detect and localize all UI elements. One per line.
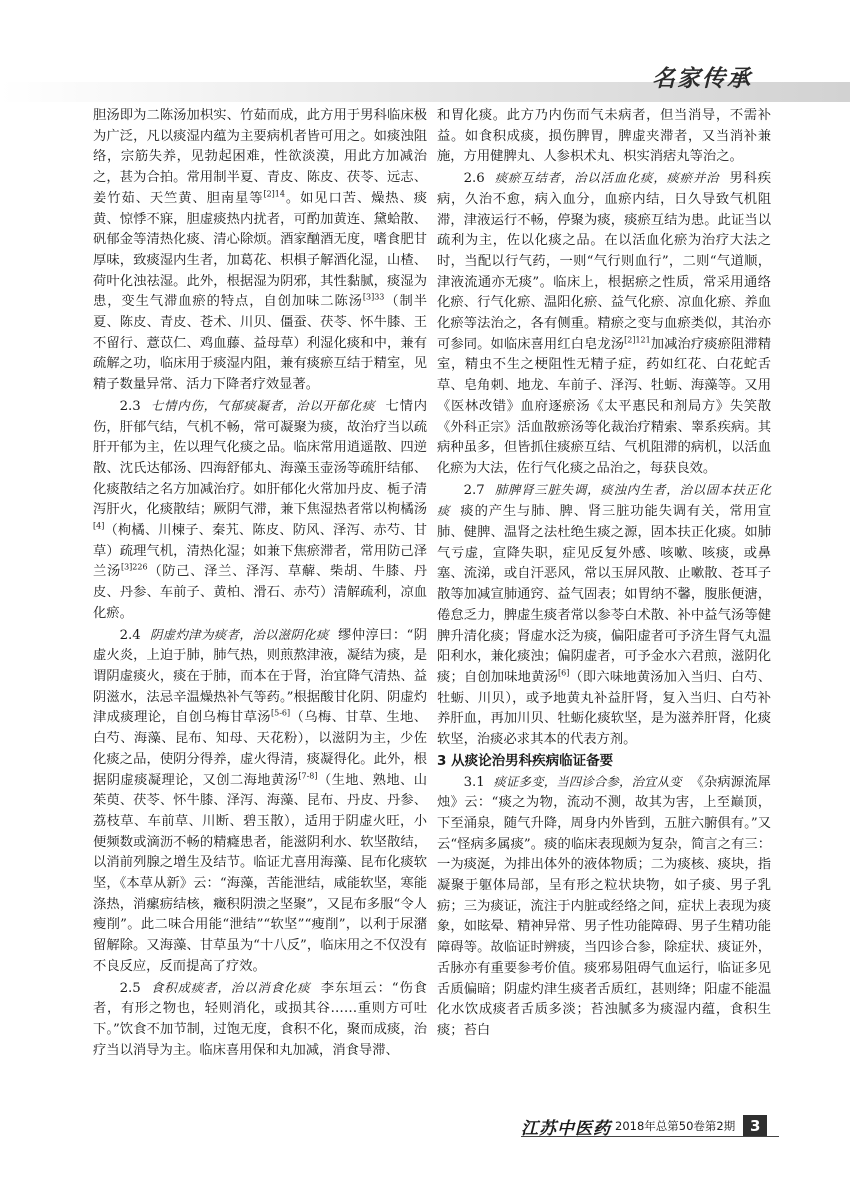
section-number: 2.7 (463, 482, 485, 498)
section-2-4: 2.4 阴虚灼津为痰者，治以滋阴化痰 缪仲淳曰：“阴虚火炎，上迫于肺，肺气热，则煎熬津液，凝结为痰，是谓阴虚痰火，痰在于肺，而本在于肾，治宜降气清热、益阴滋水，法忌辛温燥热补气等药。”根据酸甘化阴、阴虚灼津成痰理论，自创乌梅甘草汤[5-6]（乌梅、甘草、生地、白芍、海藻、昆布、知母、天花粉），以滋阴为主，少佐化痰之品，使阴分得养，虚火得清，痰凝得化。此外，根据阴虚痰凝理论，又创二海地黄汤[7-8]（生地、熟地、山茱萸、茯苓、怀牛膝、泽泻、海藻、昆布、丹皮、丹参、荔枝草、车前草、川断、碧玉散），适用于阴虚火旺，小便频数或滴沥不畅的精癃患者，能滋阴利水、软坚散结，以消前列腺之增生及结节。临证尤喜用海藻、昆布化痰软坚，《本草从新》云：“海藻，苦能泄结，咸能软坚，寒能涤热，消瘰疬结核，癥积阴溃之坚聚”，又昆布多服“令人瘦削”。此二味合用能“泄结”“软坚”“瘦削”，以利于尿潴留解除。又海藻、甘草虽为“十八反”，临床用之不仅没有不良反应，反而提高了疗效。 (93, 626, 428, 974)
section-heading: 痰瘀互结者，治以活血化痰，痰瘀并治 (494, 170, 720, 186)
section-2-5: 2.5 食积成痰者，治以消食化痰 李东垣云：“伤食者，有形之物也，轻则消化，或损其谷……重则方可吐下。”饮食不加节制，过饱无度，食积不化，聚而成痰，治疗当以消导为主。临床喜用保和丸加减，消食导滞、 (93, 979, 427, 1058)
chapter-heading: 3 从痰论治男科疾病临证备要 (437, 752, 614, 769)
section-heading: 阴虚灼津为痰者，治以滋阴化痰 (149, 626, 329, 642)
section-heading: 食积成痰者，治以消食化痰 (151, 979, 311, 995)
citation: [6] (558, 668, 570, 678)
citation: [3]33 (362, 292, 385, 302)
section-2-6: 2.6 痰瘀互结者，治以活血化痰，痰瘀并治 男科疾病，久治不愈，病入血分，血瘀内结，日久导致气机阻滞，津液运行不畅，停聚为痰，痰瘀互结为患。此证当以疏利为主，佐以化痰之品。在以活血化瘀为治疗大法之时，当配以行气药，一则“气行则血行”，二则“气道顺，津液流通亦无痰”。临床上，根据瘀之性质，常采用通络化瘀、行气化瘀、温阳化瘀、益气化瘀、凉血化瘀、养血化瘀等法治之，各有侧重。精瘀之变与血瘀类似，其治亦可参同。如临床喜用红白皂龙汤$^{[2]121}$加减治疗痰瘀阻滞精室，精虫不生之梗阻性无精子症，药如红花、白花蛇舌草、皂角刺、地龙、车前子、泽泻、牡蛎、海藻等。又用《医林改错》血府逐瘀汤《太平惠民和剂局方》失笑散《外科正宗》活血散瘀汤等化裁治疗精索、睾系疾病。其病种虽多，但皆抓住痰瘀互结、气机阻滞的病机，以活血化瘀为大法，佐行气化痰之品治之，每获良效。 (437, 170, 772, 476)
section-heading: 肺脾肾三脏失调，痰浊内生者，治以固本扶正化痰 (437, 481, 771, 519)
footer (521, 1114, 767, 1138)
page-number: 3 (743, 1115, 767, 1137)
paragraph: 胆汤即为二陈汤加枳实、竹茹而成，此方用于男科临床极为广泛，凡以痰湿内蕴为主要病机者皆可用之。如痰浊阻络，宗筋失养，见勃起困难，性欲淡漠，用此方加减治之，甚为合拍。常用制半夏、青皮、陈皮、茯苓、远志、姜竹茹、天竺黄、胆南星等$^{[2]14}$。如见口苦、燥热、痰黄、惊悸不寐，胆虚痰热内扰者，可酌加黄连、黛蛤散、矾郁金等清热化痰、清心除烦。酒家酗酒无度，嗜食肥甘厚味，致痰湿内生者，加葛花、枳椇子解酒化湿，山楂、荷叶化浊祛湿。此外，根据湿为阴邪，其性黏腻，痰湿为患，变生气滞血瘀的特点，自创加味二陈汤$^{[3]33}$（制半夏、陈皮、青皮、苍术、川贝、僵蚕、茯苓、怀牛膝、王不留行、薏苡仁、鸡血藤、益母草）利湿化痰和中，兼有疏解之功，临床用于痰湿内阻，兼有痰瘀互结于精室，见精子数量异常、活力下降者疗效显著。 (93, 108, 428, 393)
section-heading: 七情内伤，气郁痰凝者，治以开郁化痰 (150, 397, 376, 413)
paragraph: 和胃化痰。此方乃内伤而气未病者，但当消导，不需补益。如食积成痰，损伤脾胃，脾虚夹滞者，又当消补兼施，方用健脾丸、人参枳术丸、枳实消痞丸等治之。 (437, 108, 771, 165)
journal-name: 江苏中医药 (521, 1118, 611, 1139)
issue-info: 2018年总第50卷第2期 (615, 1119, 736, 1133)
section-number: 2.4 (119, 627, 141, 643)
left-column (93, 106, 427, 1061)
citation: [5-6] (270, 708, 291, 718)
section-heading: 痰证多变，当四诊合参，治宜从变 (493, 773, 682, 789)
section-number: 2.3 (119, 398, 141, 414)
citation: [7-8] (298, 771, 318, 781)
section-number: 2.5 (119, 980, 141, 996)
section-3-1: 3.1 痰证多变，当四诊合参，治宜从变 《杂病源流犀烛》云：“痰之为物，流动不测，故其为害，上至巅顶，下至涌泉，随气升降，周身内外皆到，五脏六腑俱有。”又云“怪病多属痰”。痰的临床表现颇为复杂，简言之有三：一为痰涎，为排出体外的液体物质；二为痰核、痰块，指凝聚于躯体局部，呈有形之粒状块物，如子痰、男子乳疬；三为痰证，流注于内脏或经络之间，症状上表现为痰象，如眩晕、精神异常、男子性功能障碍、男子生精功能障碍等。故临证时辨痰，当四诊合参，除症状、痰证外，舌脉亦有重要参考价值。痰邪易阻碍气血运行，临证多见舌质偏暗；阴虚灼津生痰者舌质红，甚则绛；阳虚不能温化水饮成痰者舌质多淡；苔浊腻多为痰湿内蕴，食积生痰；苔白 (437, 773, 771, 1038)
footer-rule (521, 1136, 779, 1137)
section-number: 3.1 (463, 774, 485, 790)
section-number: 2.6 (463, 171, 485, 187)
citation: [2]121 (624, 335, 651, 345)
section-2-7: 2.7 肺脾肾三脏失调，痰浊内生者，治以固本扶正化痰 痰的产生与肺、脾、肾三脏功能失调有关，常用宣肺、健脾、温肾之法杜绝生痰之源，固本扶正化痰。如肺气亏虚，宣降失职，症见反复外感、咳嗽、咳痰，或鼻塞、流涕，或自汗恶风，常以玉屏风散、止嗽散、苍耳子散等加减宣肺通窍、益气固表；如胃纳不馨，腹胀便溏，倦怠乏力，脾虚生痰者常以参苓白术散、补中益气汤等健脾升清化痰；肾虚水泛为痰，偏阳虚者可予济生肾气丸温阳利水，兼化痰浊；偏阴虚者，可予金水六君煎，滋阴化痰；自创加味地黄汤[6]（即六味地黄汤加入当归、白芍、牡蛎、川贝），或予地黄丸补益肝肾，复入当归、白芍补养肝血，再加川贝、牡蛎化痰软坚，是为滋养肝肾，化痰软坚，治痰必求其本的代表方剂。 (437, 481, 772, 748)
citation: [2]14 (263, 189, 285, 199)
section-2-3: 2.3 七情内伤，气郁痰凝者，治以开郁化痰 七情内伤，肝郁气结，气机不畅，常可凝聚为痰，故治疗当以疏肝开郁为主，佐以理气化痰之品。临床常用逍遥散、四逆散、沈氏达郁汤、四海舒郁丸、海藻玉壶汤等疏肝结郁、化痰散结之名方加减治疗。如肝郁化火常加丹皮、栀子清泻肝火，化痰散结；厥阴气滞，兼下焦湿热者常以枸橘汤[4]（枸橘、川楝子、秦艽、陈皮、防风、泽泻、赤芍、甘草）疏理气机，清热化湿；如兼下焦瘀滞者，常用防己泽兰汤$^{[3]226}$（防己、泽兰、泽泻、草薢、柴胡、牛膝、丹皮、丹参、车前子、黄柏、滑石、赤芍）清解疏利，凉血化瘀。 (93, 397, 428, 621)
right-column (437, 106, 771, 1042)
section-title: 名家传承 (652, 66, 752, 92)
citation: [4] (93, 521, 105, 531)
citation: [3]226 (120, 563, 148, 573)
